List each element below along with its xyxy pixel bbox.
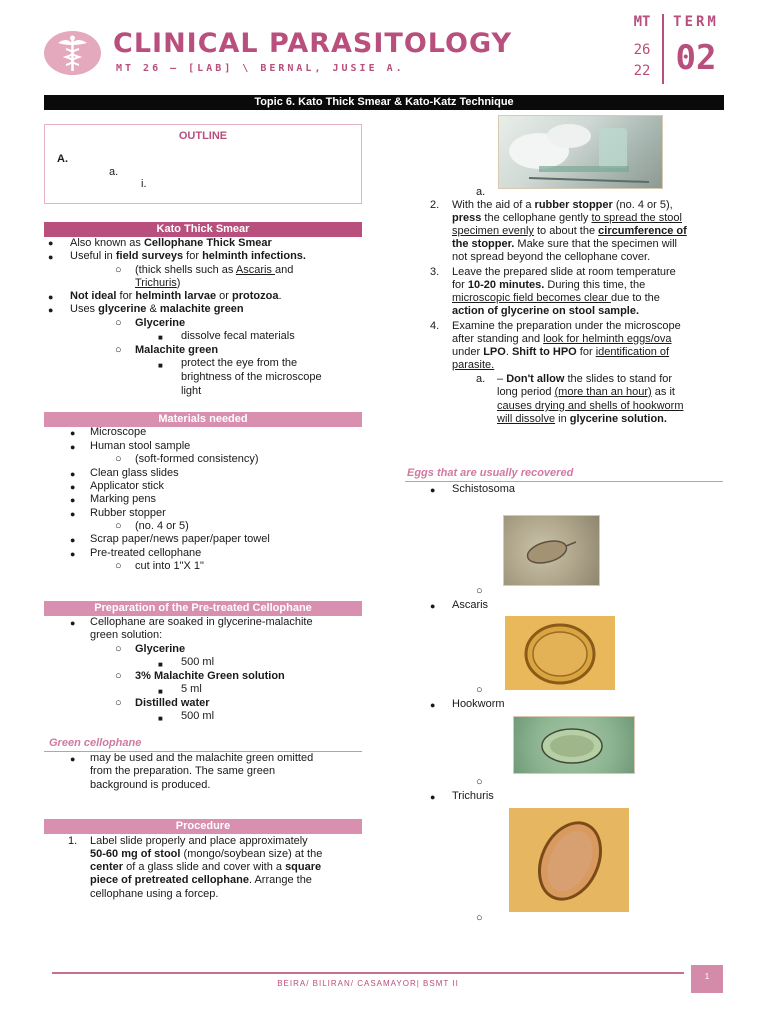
kato-line-4: Trichuris) [135,277,181,289]
step4-line-4: parasite. [452,359,495,371]
schistosoma-egg-illustration [504,516,601,587]
prep-heading: Preparation of the Pre-treated Cellophane [44,601,362,616]
material-item: Clean glass slides [90,467,179,479]
trichuris-egg-illustration [510,809,630,913]
bullet-icon: ● [48,238,54,248]
photo-caption-letter: a. [476,186,486,198]
circle-bullet-icon: ○ [115,317,122,329]
hookworm-egg-image [513,716,635,774]
material-sub-item: cut into 1"X 1" [135,560,204,572]
step2-line-4: the stopper. Make sure that the specimen will [452,238,677,250]
egg-label-schistosoma: Schistosoma [452,483,515,495]
prep-glycerine: Glycerine [135,643,186,655]
step3-line-1: Leave the prepared slide at room temperature [452,266,676,278]
substep-letter: a. [476,373,486,385]
glycerine-label: Glycerine [135,317,186,329]
prep-intro-2: green solution: [90,629,163,641]
square-bullet-icon: ■ [158,660,163,669]
bullet-icon: ● [48,305,54,315]
outline-item-a-sub-sub: i. [141,178,147,190]
bullet-icon: ● [430,700,436,710]
substep-line-2: long period (more than an hour) as it [497,386,675,398]
step3-line-3: microscopic field becomes clear due to the [452,292,660,304]
bullet-icon: ● [70,618,76,628]
bullet-icon: ● [70,469,76,479]
bullet-icon: ● [70,509,76,519]
ascaris-egg-image [505,616,615,690]
step4-line-2: after standing and look for helminth eggs/ova [452,333,672,345]
trichuris-egg-image [509,808,629,912]
step2-line-5: not spread beyond the cellophane cover. [452,251,651,263]
outline-heading: OUTLINE [178,130,228,142]
malachite-sub-3: light [181,385,202,397]
malachite-sub-1: protect the eye from the [181,357,298,369]
term-label: TERM [673,14,719,30]
square-bullet-icon: ■ [158,333,163,342]
circle-bullet-icon: ○ [115,560,122,572]
procedure-line-3: center of a glass slide and cover with a square [90,861,322,873]
procedure-line-1: Label slide properly and place approximately [90,835,308,847]
circle-bullet-icon: ○ [115,697,122,709]
bullet-icon: ● [70,754,76,764]
procedure-photo [498,115,663,189]
bullet-icon: ● [70,535,76,545]
footer-names: BEIRA/ BILIRAN/ CASAMAYOR| BSMT II [277,979,459,988]
material-item: Rubber stopper [90,507,166,519]
material-sub-item: (no. 4 or 5) [135,520,189,532]
material-item: Microscope [90,426,147,438]
procedure-heading: Procedure [44,819,362,834]
step4-line-3: under LPO. Shift to HPO for identification of [452,346,670,358]
procedure-line-4: piece of pretreated cellophane. Arrange the [90,874,312,886]
bullet-icon: ● [430,601,436,611]
outline-item-a-sub: a. [109,166,119,178]
egg-label-trichuris: Trichuris [452,790,494,802]
step-number: 2. [430,199,440,211]
step-number: 3. [430,266,440,278]
course-title: CLINICAL PARASITOLOGY [113,28,513,59]
step4-line-1: Examine the preparation under the microscope [452,320,681,332]
circle-bullet-icon: ○ [476,912,483,924]
bullet-icon: ● [430,792,436,802]
circle-bullet-icon: ○ [115,643,122,655]
schistosoma-egg-image [503,515,600,586]
step2-line-3: specimen evenly to about the circumference of [452,225,687,237]
malachite-label: Malachite green [135,344,219,356]
green-text-2: from the preparation. The same green [90,765,276,777]
substep-line-1: – Don't allow the slides to stand for [497,373,673,385]
kato-line-3: (thick shells such as Ascaris and [135,264,294,276]
hands-slide-illustration [499,116,664,190]
procedure-line-2: 50-60 mg of stool (mongo/soybean size) at the [90,848,323,860]
step2-line-1: With the aid of a rubber stopper (no. 4 or 5), [452,199,673,211]
header-divider [662,14,664,84]
circle-bullet-icon: ○ [115,670,122,682]
circle-bullet-icon: ○ [476,776,483,788]
kato-line-2: Useful in field surveys for helminth infections. [70,250,306,262]
course-subtitle: MT 26 – [LAB] \ BERNAL, JUSIE A. [116,63,405,74]
prep-water: Distilled water [135,697,210,709]
ascaris-egg-illustration [506,617,616,691]
glycerine-sub: dissolve fecal materials [181,330,295,342]
egg-label-hookworm: Hookworm [452,698,505,710]
bullet-icon: ● [70,428,76,438]
procedure-number: 1. [68,835,78,847]
kato-line-5: Not ideal for helminth larvae or protozoa. [70,290,282,302]
prep-water-amount: 500 ml [181,710,215,722]
square-bullet-icon: ■ [158,687,163,696]
green-text-1: may be used and the malachite green omitted [90,752,314,764]
procedure-line-5: cellophane using a forcep. [90,888,219,900]
substep-line-4: will dissolve in glycerine solution. [497,413,667,425]
caduceus-icon [44,31,101,75]
footer-line [52,972,684,974]
circle-bullet-icon: ○ [476,585,483,597]
malachite-sub-2: brightness of the microscope [181,371,322,383]
page-number: 1 [691,965,723,993]
material-item: Marking pens [90,493,157,505]
step-number: 4. [430,320,440,332]
caduceus-logo [44,31,101,75]
egg-label-ascaris: Ascaris [452,599,489,611]
materials-heading: Materials needed [44,412,362,427]
kato-line-1: Also known as Cellophane Thick Smear [70,237,272,249]
material-item: Human stool sample [90,440,191,452]
kato-line-6: Uses glycerine & malachite green [70,303,244,315]
square-bullet-icon: ■ [158,361,163,370]
kato-heading: Kato Thick Smear [44,222,362,237]
term-number: 02 [675,38,717,78]
green-cellophane-heading: Green cellophane [49,737,142,749]
step3-line-2: for 10-20 minutes. During this time, the [452,279,646,291]
prep-malachite: 3% Malachite Green solution [135,670,285,682]
heading-underline [405,481,723,482]
circle-bullet-icon: ○ [115,453,122,465]
green-text-3: background is produced. [90,779,211,791]
prep-glycerine-amount: 500 ml [181,656,215,668]
bullet-icon: ● [430,485,436,495]
step3-line-4: action of glycerine on stool sample. [452,305,640,317]
bullet-icon: ● [70,495,76,505]
step2-line-2: press the cellophane gently to spread the stool [452,212,682,224]
material-item: Applicator stick [90,480,164,492]
square-bullet-icon: ■ [158,714,163,723]
circle-bullet-icon: ○ [115,264,122,276]
mt-years [626,40,658,82]
outline-item-a: A. [57,153,68,165]
bullet-icon: ● [70,442,76,452]
circle-bullet-icon: ○ [115,520,122,532]
material-item: Pre-treated cellophane [90,547,202,559]
hookworm-egg-illustration [514,717,636,775]
circle-bullet-icon: ○ [115,344,122,356]
topic-title: Topic 6. Kato Thick Smear & Kato-Katz Technique [44,95,724,110]
bullet-icon: ● [48,252,54,262]
material-sub-item: (soft-formed consistency) [135,453,259,465]
mt-label: MT [633,14,651,30]
prep-malachite-amount: 5 ml [181,683,202,695]
prep-intro-1: Cellophane are soaked in glycerine-malachite [90,616,313,628]
bullet-icon: ● [48,292,54,302]
material-item: Scrap paper/news paper/paper towel [90,533,270,545]
eggs-heading: Eggs that are usually recovered [407,467,574,479]
mt-year-1: 26 [633,42,651,58]
bullet-icon: ● [70,549,76,559]
circle-bullet-icon: ○ [476,684,483,696]
bullet-icon: ● [70,482,76,492]
substep-line-3: causes drying and shells of hookworm [497,400,684,412]
mt-year-2: 22 [633,63,651,79]
